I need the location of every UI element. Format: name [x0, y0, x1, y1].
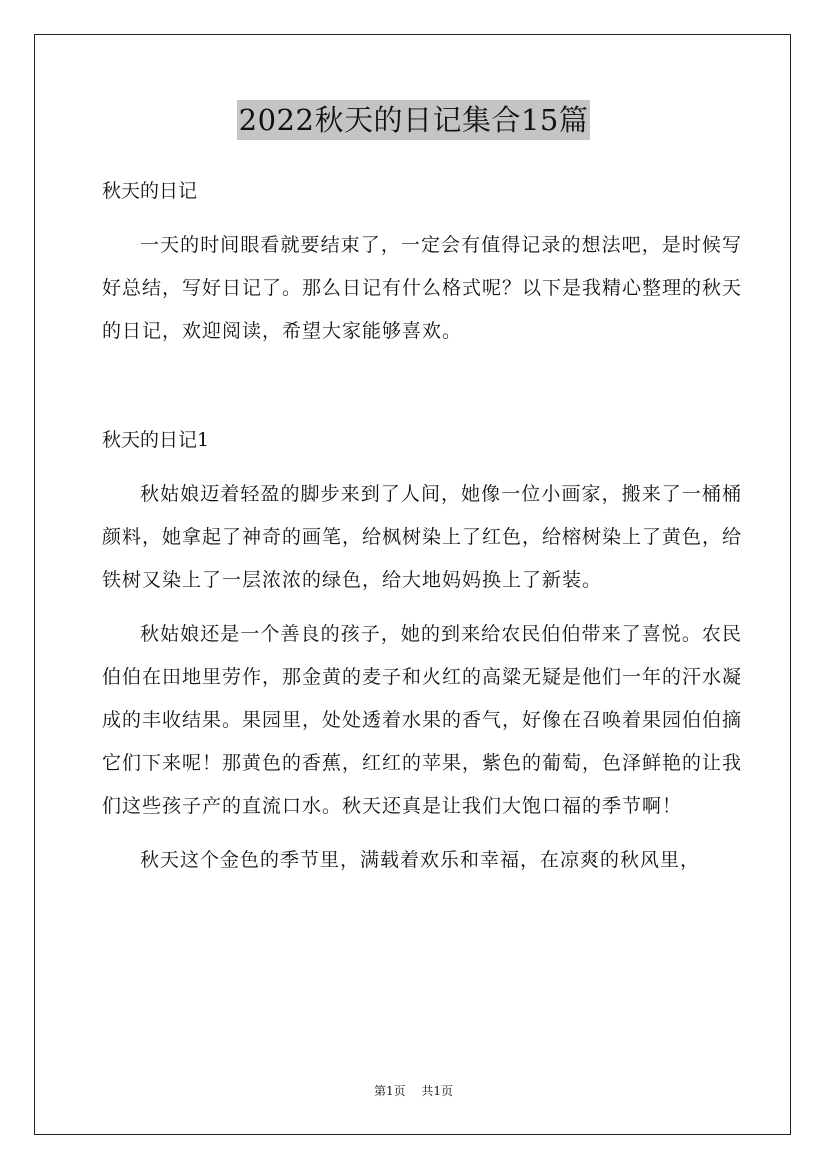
- paragraph: 秋姑娘还是一个善良的孩子，她的到来给农民伯伯带来了喜悦。农民伯伯在田地里劳作，那金黄的麦子和火红的高粱无疑是他们一年的汗水凝成的丰收结果。果园里，处处透着水果的香气，好像在召唤着果园伯伯摘它们下来呢！那黄色的香蕉，红红的苹果，紫色的葡萄，色泽鲜艳的让我们这些孩子产的直流口水。秋天还真是让我们大饱口福的季节啊！: [102, 623, 743, 817]
- page-total: 共1页: [421, 1084, 454, 1098]
- intro-paragraph: 一天的时间眼看就要结束了，一定会有值得记录的想法吧，是时候写好总结，写好日记了。那么日记有什么格式呢？以下是我精心整理的秋天的日记，欢迎阅读，希望大家能够喜欢。: [102, 234, 743, 342]
- section-heading: 秋天的日记1: [102, 429, 210, 451]
- document-body: [102, 170, 742, 882]
- paragraph: 秋天这个金色的季节里，满载着欢乐和幸福，在凉爽的秋风里，: [140, 849, 701, 871]
- page-footer: [0, 1082, 827, 1099]
- title-wrap: [0, 100, 827, 140]
- page-number: 第1页: [373, 1084, 406, 1098]
- document-title: 2022秋天的日记集合15篇: [237, 100, 591, 140]
- paragraph: 秋姑娘迈着轻盈的脚步来到了人间，她像一位小画家，搬来了一桶桶颜料，她拿起了神奇的画笔，给枫树染上了红色，给榕树染上了黄色，给铁树又染上了一层浓浓的绿色，给大地妈妈换上了新装。: [102, 483, 743, 591]
- intro-heading: 秋天的日记: [102, 180, 198, 202]
